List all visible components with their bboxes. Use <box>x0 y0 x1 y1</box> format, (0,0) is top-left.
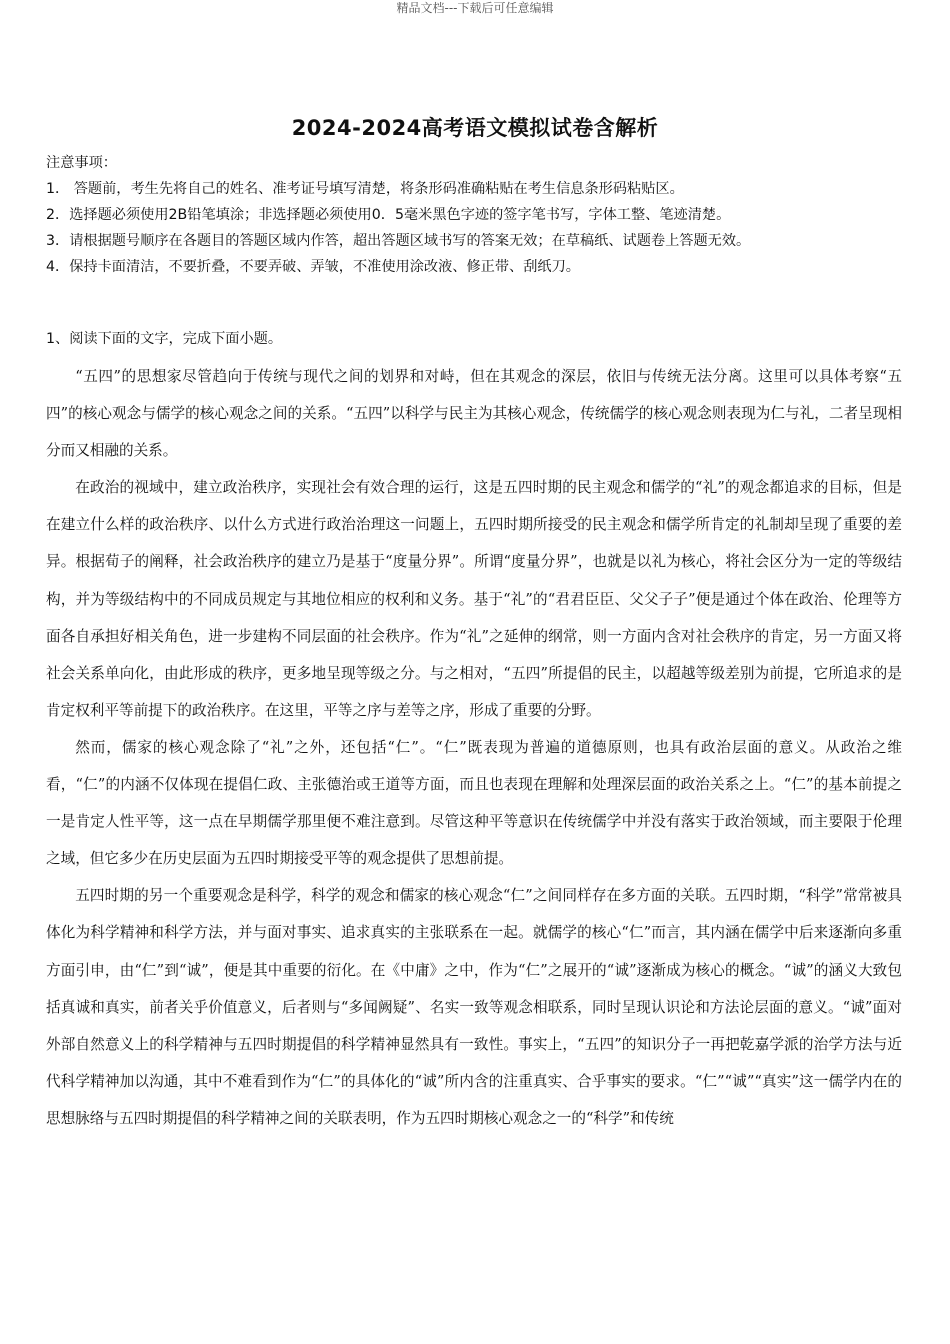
passage-paragraph: 然而，儒家的核心观念除了“礼”之外，还包括“仁”。“仁”既表现为普遍的道德原则，也具有政治层面的意义。从政治之维看，“仁”的内涵不仅体现在提倡仁政、主张德治或王道等方面，而且也表现在理解和处理深层面的政治关系之上。“仁”的基本前提之一是肯定人性平等，这一点在早期儒学那里便不难注意到。尽管这种平等意识在传统儒学中并没有落实于政治领域，而主要限于伦理之域，但它多少在历史层面为五四时期接受平等的观念提供了思想前提。 <box>46 738 902 868</box>
notice-item: 1． 答题前，考生先将自己的姓名、准考证号填写清楚，将条形码准确粘贴在考生信息条形码粘贴区。 <box>46 181 684 197</box>
question-intro: 1、阅读下面的文字，完成下面小题。 <box>46 331 283 347</box>
page-title: 2024-2024高考语文模拟试卷含解析 <box>291 116 659 140</box>
passage-paragraph: 在政治的视域中，建立政治秩序，实现社会有效合理的运行，这是五四时期的民主观念和儒学的“礼”的观念都追求的目标，但是在建立什么样的政治秩序、以什么方式进行政治治理这一问题上，五四时期所接受的民主观念和儒学所肯定的礼制却呈现了重要的差异。根据荀子的阐释，社会政治秩序的建立乃是基于“度量分界”。所谓“度量分界”，也就是以礼为核心，将社会区分为一定的等级结构，并为等级结构中的不同成员规定与其地位相应的权利和义务。基于“礼”的“君君臣臣、父父子子”便是通过个体在政治、伦理等方面各自承担好相关角色，进一步建构不同层面的社会秩序。作为“礼”之延伸的纲常，则一方面内含对社会秩序的肯定，另一方面又将社会关系单向化，由此形成的秩序，更多地呈现等级之分。与之相对，“五四”所提倡的民主，以超越等级差别为前提，它所追求的是肯定权利平等前提下的政治秩序。在这里，平等之序与差等之序，形成了重要的分野。 <box>46 479 902 719</box>
notice-item: 3．请根据题号顺序在各题目的答题区域内作答，超出答题区域书写的答案无效；在草稿纸、试题卷上答题无效。 <box>46 233 751 249</box>
passage-paragraph: “五四”的思想家尽管趋向于传统与现代之间的划界和对峙，但在其观念的深层，依旧与传统无法分离。这里可以具体考察“五四”的核心观念与儒学的核心观念之间的关系。“五四”以科学与民主为其核心观念，传统儒学的核心观念则表现为仁与礼，二者呈现相分而又相融的关系。 <box>46 368 902 460</box>
notice-item: 2．选择题必须使用2B铅笔填涂；非选择题必须使用0．5毫米黑色字迹的签字笔书写，字体工整、笔迹清楚。 <box>46 207 731 223</box>
passage-paragraph: 五四时期的另一个重要观念是科学，科学的观念和儒家的核心观念“仁”之间同样存在多方面的关联。五四时期，“科学”常常被具体化为科学精神和科学方法，并与面对事实、追求真实的主张联系在一起。就儒学的核心“仁”而言，其内涵在儒学中后来逐渐向多重方面引申，由“仁”到“诚”，便是其中重要的衍化。在《中庸》之中，作为“仁”之展开的“诚”逐渐成为核心的概念。“诚”的涵义大致包括真诚和真实，前者关乎价值意义，后者则与“多闻阙疑”、名实一致等观念相联系，同时呈现认识论和方法论层面的意义。“诚”面对外部自然意义上的科学精神与五四时期提倡的科学精神显然具有一致性。事实上，“五四”的知识分子一再把乾嘉学派的治学方法与近代科学精神加以沟通，其中不难看到作为“仁”的具体化的“诚”所内含的注重真实、合乎事实的要求。“仁”“诚”“真实”这一儒学内在的思想脉络与五四时期提倡的科学精神之间的关联表明，作为五四时期核心观念之一的“科学”和传统 <box>46 887 902 1127</box>
notice-item: 4．保持卡面清洁，不要折叠，不要弄破、弄皱，不准使用涂改液、修正带、刮纸刀。 <box>46 259 580 275</box>
page-header-note: 精品文档---下载后可任意编辑 <box>396 1 554 15</box>
notice-heading: 注意事项： <box>46 155 117 171</box>
reading-passage <box>46 358 902 1137</box>
notice-section <box>46 150 906 280</box>
